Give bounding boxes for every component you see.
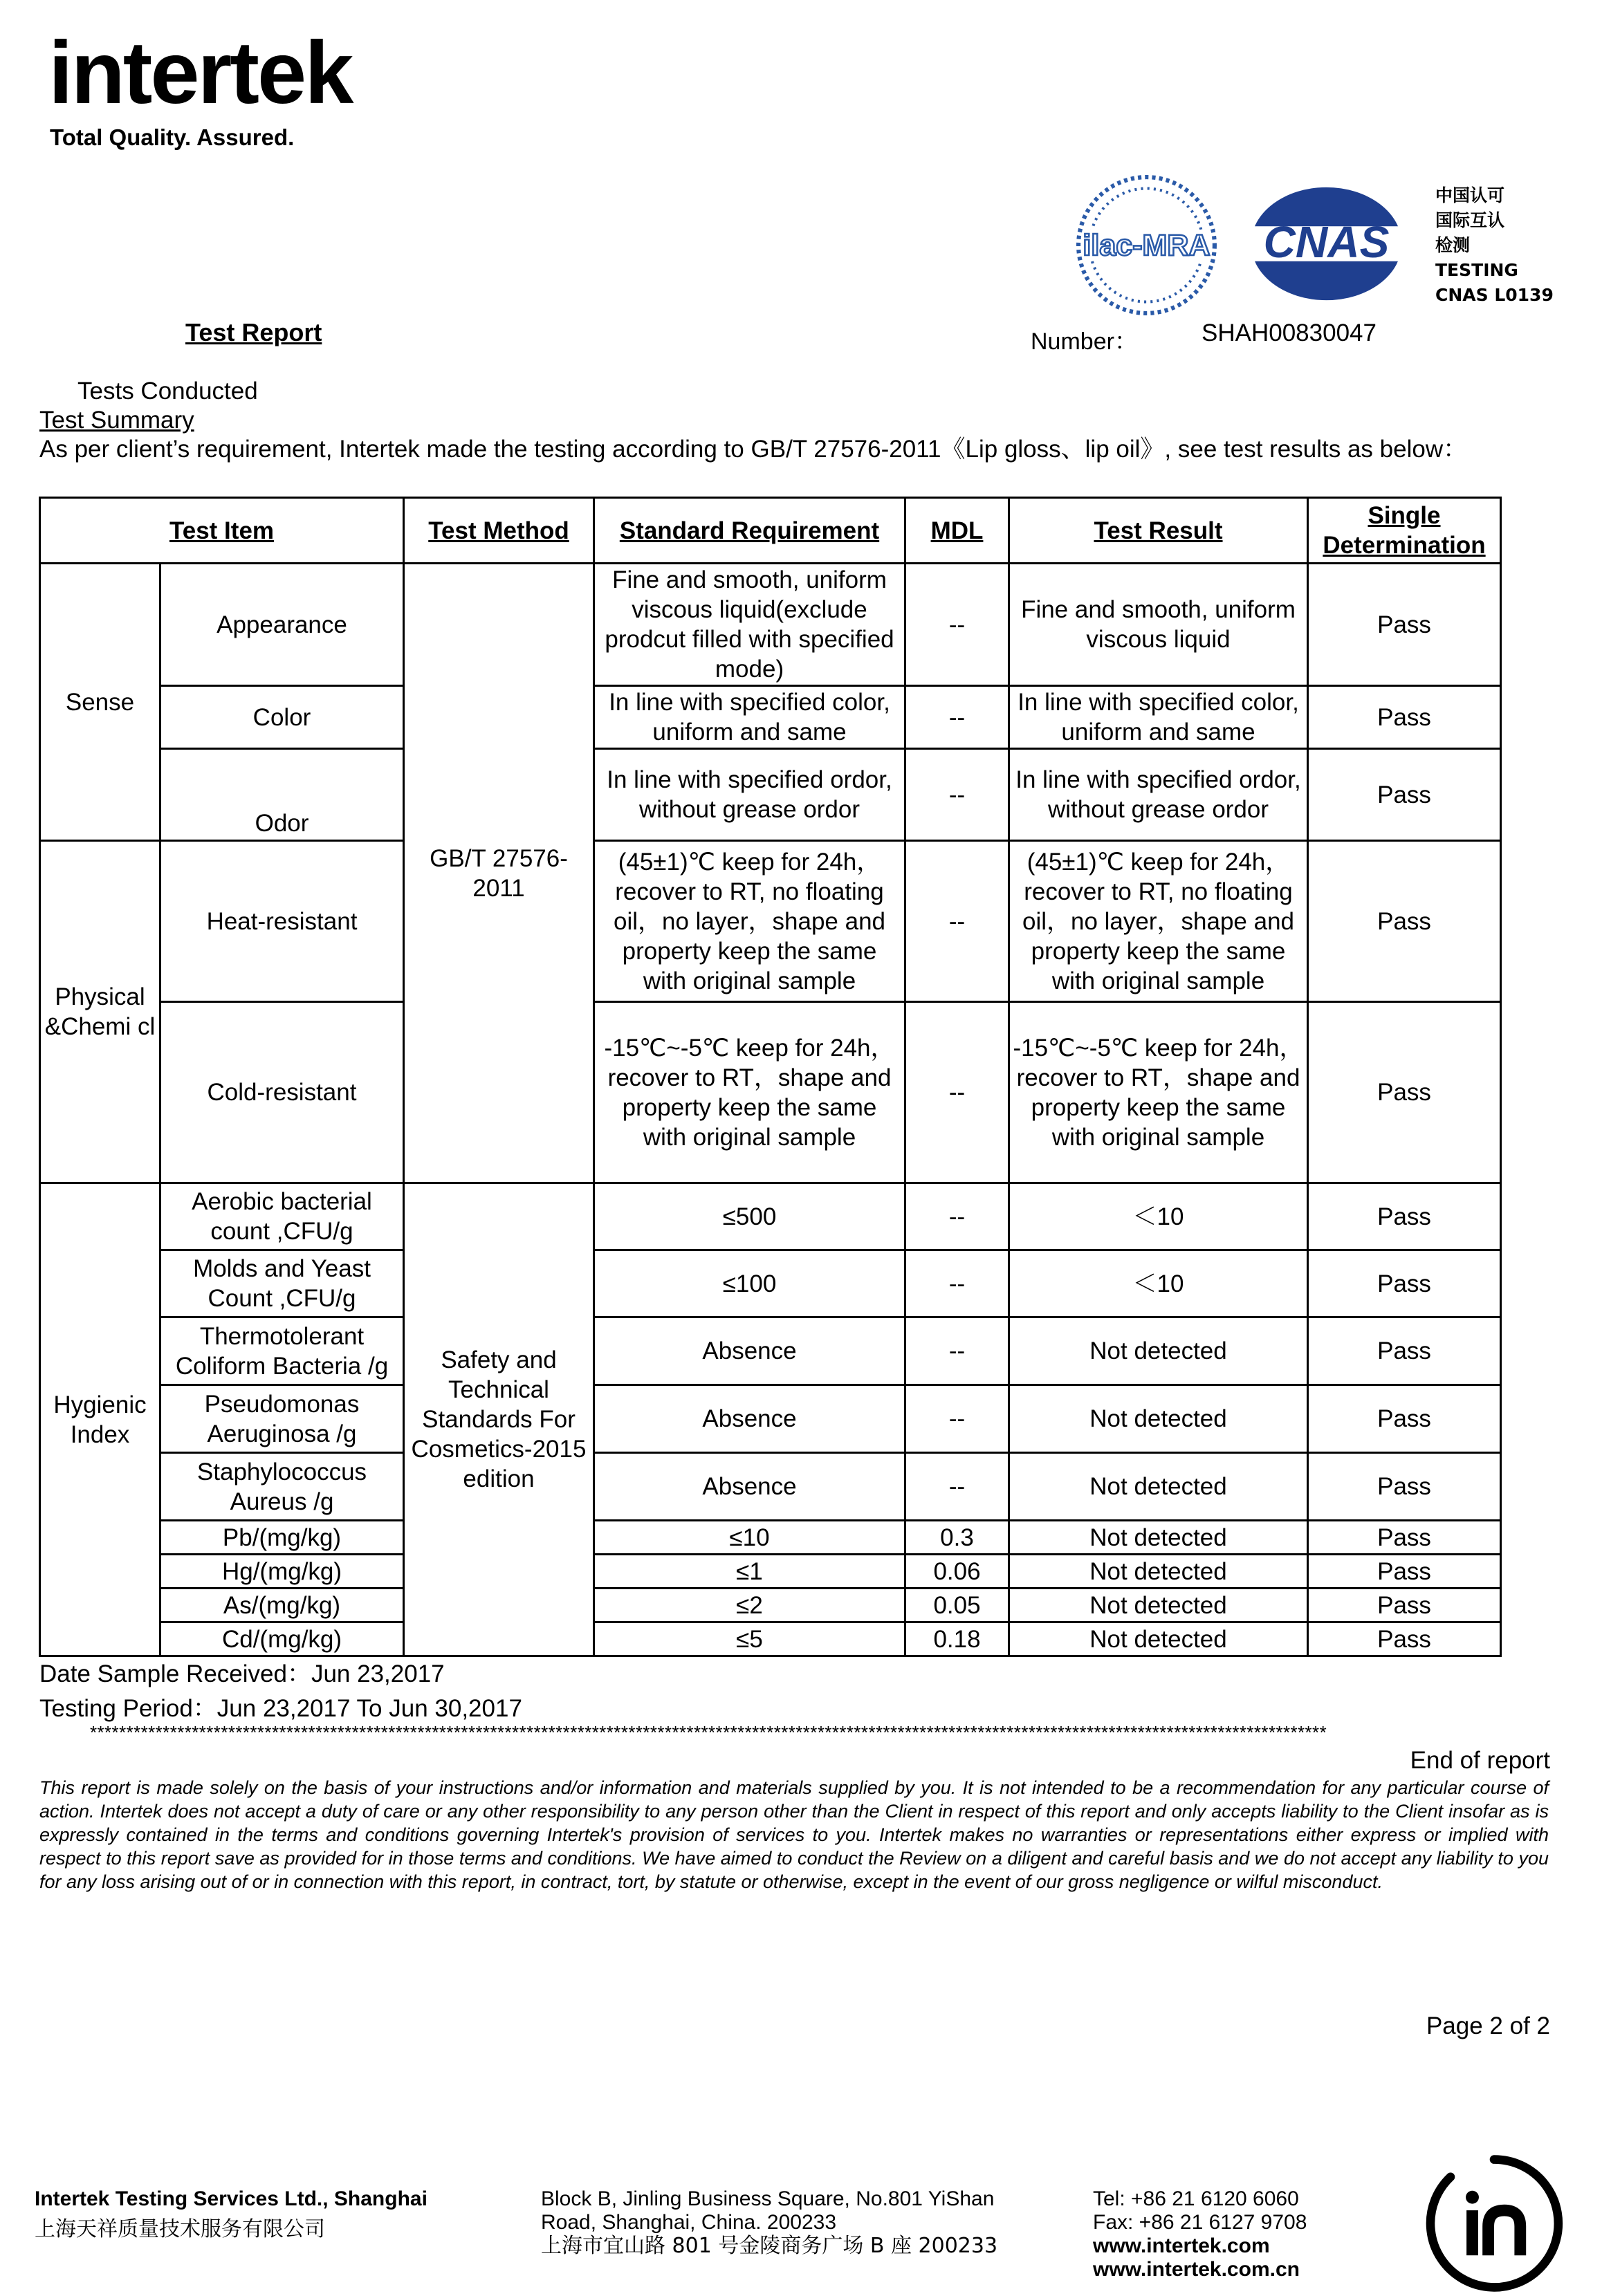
header-determination bbox=[1308, 498, 1501, 564]
cell-result: In line with specified ordor, without grease ordor bbox=[1009, 749, 1308, 841]
test-summary-heading: Test Summary bbox=[39, 407, 194, 434]
group-hygienic: Hygienic Index bbox=[40, 1183, 160, 1656]
header-determination-line: Single bbox=[1368, 502, 1441, 529]
cell-item: Heat-resistant bbox=[160, 841, 404, 1002]
cell-determination: Pass bbox=[1308, 1183, 1501, 1250]
footer-address-cn: 上海市宜山路 801 号金陵商务广场 B 座 200233 bbox=[541, 2234, 998, 2258]
cell-standard: (45±1)℃ keep for 24h，recover to RT, no floating oil，no layer，shape and property keep the same with original sample bbox=[594, 841, 905, 1002]
cell-item: Staphylococcus Aureus /g bbox=[160, 1453, 404, 1521]
cell-mdl: -- bbox=[905, 1250, 1009, 1317]
testing-period: Testing Period：Jun 23,2017 To Jun 30,2017 bbox=[39, 1695, 522, 1722]
table-row bbox=[40, 1453, 1501, 1521]
table-row bbox=[40, 1317, 1501, 1385]
cnas-logo bbox=[1245, 183, 1408, 304]
cell-mdl: 0.05 bbox=[905, 1589, 1009, 1622]
cell-result: ＜10 bbox=[1009, 1250, 1308, 1317]
cell-result: Not detected bbox=[1009, 1589, 1308, 1622]
cell-item: Pb/(mg/kg) bbox=[160, 1521, 404, 1555]
cell-mdl: 0.06 bbox=[905, 1555, 1009, 1589]
separator-stars: ************************************************************************************************************************************************************************** bbox=[90, 1722, 1327, 1743]
cell-standard: ≤2 bbox=[594, 1589, 905, 1622]
footer-website[interactable]: www.intertek.com bbox=[1093, 2234, 1270, 2257]
cell-item: Color bbox=[160, 686, 404, 749]
cell-result: (45±1)℃ keep for 24h，recover to RT, no floating oil，no layer，shape and property keep the same with original sample bbox=[1009, 841, 1308, 1002]
cell-standard: ≤1 bbox=[594, 1555, 905, 1589]
cell-determination: Pass bbox=[1308, 1385, 1501, 1453]
table-header-row bbox=[40, 498, 1501, 564]
table-row bbox=[40, 1002, 1501, 1183]
cell-determination: Pass bbox=[1308, 1317, 1501, 1385]
report-number-label: Number： bbox=[1031, 328, 1138, 355]
cell-result: Not detected bbox=[1009, 1453, 1308, 1521]
cell-mdl: -- bbox=[905, 1002, 1009, 1183]
results-table bbox=[39, 497, 1502, 1657]
cell-standard: Fine and smooth, uniform viscous liquid(exclude prodcut filled with specified mode) bbox=[594, 564, 905, 686]
cell-result: Not detected bbox=[1009, 1555, 1308, 1589]
report-number-value: SHAH00830047 bbox=[1202, 320, 1377, 346]
cell-determination: Pass bbox=[1308, 1453, 1501, 1521]
header-test-result: Test Result bbox=[1009, 498, 1308, 564]
accreditation-line: 中国认可 bbox=[1435, 185, 1505, 205]
intertek-badge-icon bbox=[1421, 2151, 1567, 2296]
accreditation-text bbox=[1435, 183, 1554, 308]
cell-standard: Absence bbox=[594, 1453, 905, 1521]
cell-standard: In line with specified ordor, without grease ordor bbox=[594, 749, 905, 841]
cell-standard: -15℃~-5℃ keep for 24h，recover to RT，shape and property keep the same with original sample bbox=[594, 1002, 905, 1183]
cell-determination: Pass bbox=[1308, 841, 1501, 1002]
accreditation-line: 国际互认 bbox=[1435, 210, 1505, 230]
cell-mdl: -- bbox=[905, 1183, 1009, 1250]
table-row bbox=[40, 1183, 1501, 1250]
group-physical-chemical: Physical &Chemi cl bbox=[40, 841, 160, 1183]
cell-result: ＜10 bbox=[1009, 1183, 1308, 1250]
logo-tagline: Total Quality. Assured. bbox=[50, 124, 295, 150]
intertek-logo: intertek bbox=[48, 24, 352, 122]
cell-result: Not detected bbox=[1009, 1622, 1308, 1656]
header-determination-line: Determination bbox=[1323, 532, 1486, 559]
cell-mdl: -- bbox=[905, 686, 1009, 749]
footer-address bbox=[541, 2187, 997, 2258]
page-number: Page 2 of 2 bbox=[1426, 2012, 1550, 2039]
cell-item: Thermotolerant Coliform Bacteria /g bbox=[160, 1317, 404, 1385]
header-test-item: Test Item bbox=[40, 498, 404, 564]
cell-determination: Pass bbox=[1308, 1589, 1501, 1622]
footer-fax: Fax: +86 21 6127 9708 bbox=[1093, 2211, 1307, 2234]
cell-standard: Absence bbox=[594, 1385, 905, 1453]
cell-result: Not detected bbox=[1009, 1317, 1308, 1385]
cell-determination: Pass bbox=[1308, 1250, 1501, 1317]
disclaimer: This report is made solely on the basis of your instructions and/or information and materials supplied by you. It is not intended to be a recommendation for any particular course of action. Intertek does not accept a duty of care or any other responsibility to any person other than the Client in respect of this report and only accepts liability to the Client insofar as is expressly contained in the terms and conditions governing Intertek's provision of services to you. Intertek makes no warranties or representations either express or implied with respect to this report save as provided for in those terms and conditions. We have aimed to conduct the Review on a diligent and careful basis and we do not accept any liability to you for any loss arising out of or in connection with this report, in contract, tort, by statute or otherwise, except in the event of our gross negligence or wilful misconduct. bbox=[39, 1777, 1549, 1892]
cell-item: As/(mg/kg) bbox=[160, 1589, 404, 1622]
table-row bbox=[40, 1589, 1501, 1622]
ilac-label: ilac-MRA bbox=[1083, 228, 1210, 262]
footer-company: Intertek Testing Services Ltd., Shanghai bbox=[35, 2187, 427, 2210]
header-standard: Standard Requirement bbox=[594, 498, 905, 564]
cell-result: In line with specified color, uniform and same bbox=[1009, 686, 1308, 749]
table-row bbox=[40, 1385, 1501, 1453]
cell-standard: In line with specified color, uniform and same bbox=[594, 686, 905, 749]
group-sense: Sense bbox=[40, 564, 160, 841]
report-title: Test Report bbox=[185, 318, 322, 346]
table-row bbox=[40, 1521, 1501, 1555]
cell-determination: Pass bbox=[1308, 564, 1501, 686]
ilac-mra-logo bbox=[1076, 174, 1217, 316]
table-row bbox=[40, 564, 1501, 686]
method-safety: Safety and Technical Standards For Cosmetics-2015 edition bbox=[404, 1183, 594, 1656]
cell-item: Appearance bbox=[160, 564, 404, 686]
table-row bbox=[40, 1622, 1501, 1656]
footer-company-cn: 上海天祥质量技术服务有限公司 bbox=[35, 2217, 325, 2241]
cell-result: Not detected bbox=[1009, 1521, 1308, 1555]
cell-item: Cold-resistant bbox=[160, 1002, 404, 1183]
table-row bbox=[40, 749, 1501, 841]
cell-item: Hg/(mg/kg) bbox=[160, 1555, 404, 1589]
footer-contact bbox=[1093, 2187, 1307, 2281]
intro-paragraph: As per client’s requirement, Intertek made the testing according to GB/T 27576-2011《Lip gloss、lip oil》, see test results as below： bbox=[39, 436, 1468, 463]
cell-mdl: -- bbox=[905, 564, 1009, 686]
header-test-method: Test Method bbox=[404, 498, 594, 564]
footer-address-line: Block B, Jinling Business Square, No.801 YiShan bbox=[541, 2187, 995, 2210]
footer-address-line: Road, Shanghai, China. 200233 bbox=[541, 2211, 837, 2234]
accreditation-line: TESTING bbox=[1435, 260, 1518, 280]
table-row bbox=[40, 686, 1501, 749]
cnas-label: CNAS bbox=[1263, 216, 1390, 267]
cell-item: Molds and Yeast Count ,CFU/g bbox=[160, 1250, 404, 1317]
cell-mdl: -- bbox=[905, 1453, 1009, 1521]
cell-result: -15℃~-5℃ keep for 24h，recover to RT，shape and property keep the same with original sample bbox=[1009, 1002, 1308, 1183]
cell-mdl: -- bbox=[905, 1385, 1009, 1453]
table-row bbox=[40, 1555, 1501, 1589]
cell-result: Fine and smooth, uniform viscous liquid bbox=[1009, 564, 1308, 686]
cell-mdl: -- bbox=[905, 841, 1009, 1002]
cell-standard: ≤500 bbox=[594, 1183, 905, 1250]
cell-standard: ≤100 bbox=[594, 1250, 905, 1317]
cell-determination: Pass bbox=[1308, 1521, 1501, 1555]
table-row bbox=[40, 841, 1501, 1002]
cell-determination: Pass bbox=[1308, 1622, 1501, 1656]
cell-standard: Absence bbox=[594, 1317, 905, 1385]
method-gbt: GB/T 27576-2011 bbox=[404, 564, 594, 1183]
date-sample-received: Date Sample Received：Jun 23,2017 bbox=[39, 1660, 445, 1687]
cell-standard: ≤5 bbox=[594, 1622, 905, 1656]
end-of-report: End of report bbox=[1410, 1747, 1550, 1774]
cell-item: Cd/(mg/kg) bbox=[160, 1622, 404, 1656]
cell-standard: ≤10 bbox=[594, 1521, 905, 1555]
table-row bbox=[40, 1250, 1501, 1317]
cell-item: Odor bbox=[160, 749, 404, 841]
footer-tel: Tel: +86 21 6120 6060 bbox=[1093, 2187, 1299, 2210]
cell-mdl: -- bbox=[905, 1317, 1009, 1385]
tests-conducted: Tests Conducted bbox=[77, 378, 258, 405]
cell-mdl: 0.18 bbox=[905, 1622, 1009, 1656]
accreditation-line: 检测 bbox=[1435, 235, 1471, 255]
cell-item: Aerobic bacterial count ,CFU/g bbox=[160, 1183, 404, 1250]
header-mdl: MDL bbox=[905, 498, 1009, 564]
cell-mdl: -- bbox=[905, 749, 1009, 841]
accreditation-line: CNAS L0139 bbox=[1435, 285, 1554, 305]
footer-website-cn[interactable]: www.intertek.com.cn bbox=[1093, 2258, 1300, 2281]
cell-determination: Pass bbox=[1308, 749, 1501, 841]
cell-mdl: 0.3 bbox=[905, 1521, 1009, 1555]
cell-result: Not detected bbox=[1009, 1385, 1308, 1453]
cell-determination: Pass bbox=[1308, 686, 1501, 749]
cell-item: Pseudomonas Aeruginosa /g bbox=[160, 1385, 404, 1453]
cell-determination: Pass bbox=[1308, 1555, 1501, 1589]
cell-determination: Pass bbox=[1308, 1002, 1501, 1183]
